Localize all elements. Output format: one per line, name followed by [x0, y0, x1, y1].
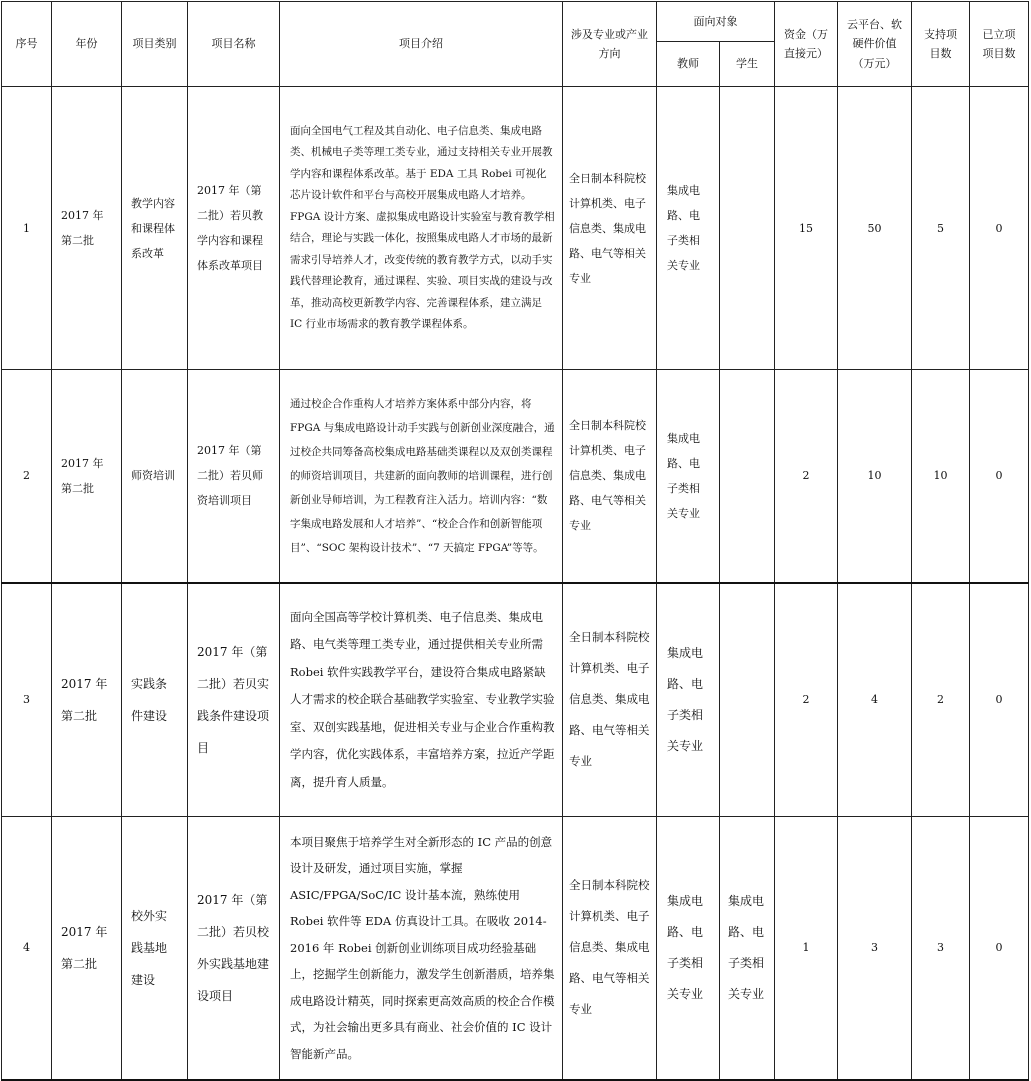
table-row: [2, 817, 1029, 1080]
cell-established: 0: [970, 370, 1029, 583]
cell-year: 2017 年第二批: [52, 583, 122, 817]
cell-major: 全日制本科院校计算机类、电子信息类、集成电路、电气等相关专业: [563, 583, 657, 817]
header-audience: 面向对象: [657, 2, 775, 42]
cell-year: 2017 年第二批: [52, 370, 122, 583]
header-student: 学生: [720, 42, 775, 87]
cell-established: 0: [970, 87, 1029, 370]
cell-support: 3: [912, 817, 970, 1080]
cell-established: 0: [970, 583, 1029, 817]
cell-teacher: 集成电路、电子类相关专业: [657, 370, 720, 583]
cell-category: 师资培训: [122, 370, 188, 583]
cell-name: 2017 年（第二批）若贝教学内容和课程体系改革项目: [188, 87, 280, 370]
cell-seq: 3: [2, 583, 52, 817]
cell-category: 实践条件建设: [122, 583, 188, 817]
cell-platform: 4: [838, 583, 912, 817]
cell-support: 5: [912, 87, 970, 370]
header-name: 项目名称: [188, 2, 280, 87]
cell-intro: 本项目聚焦于培养学生对全新形态的 IC 产品的创意设计及研发，通过项目实施，掌握 ASIC/FPGA/SoC/IC 设计基本流，熟练使用 Robei 软件等 EDA 仿真设计工具。在吸收 2014-2016 年 Robei 创新创业训练项目成功经验基础上，挖掘学生创新能力，激发学生创新潜质，培养集成电路设计精英，同时探索更高效高质的校企合作模式，为社会输出更多具有商业、社会价值的 IC 设计智能新产品。: [280, 817, 563, 1080]
cell-funds: 2: [775, 583, 838, 817]
cell-intro: 面向全国高等学校计算机类、电子信息类、集成电路、电气类等理工类专业，通过提供相关专业所需 Robei 软件实践教学平台，建设符合集成电路紧缺人才需求的校企联合基础教学实验室、专业教学实验室、双创实践基地，促进相关专业与企业合作重构教学内容，优化实践体系，丰富培养方案，拉近产学距离，提升育人质量。: [280, 583, 563, 817]
table-row: [2, 87, 1029, 370]
cell-funds: 2: [775, 370, 838, 583]
cell-student: [720, 583, 775, 817]
cell-platform: 10: [838, 370, 912, 583]
cell-year: 2017 年第二批: [52, 87, 122, 370]
header-category: 项目类别: [122, 2, 188, 87]
cell-student: [720, 370, 775, 583]
cell-platform: 3: [838, 817, 912, 1080]
cell-category: 教学内容和课程体系改革: [122, 87, 188, 370]
cell-funds: 1: [775, 817, 838, 1080]
cell-established: 0: [970, 817, 1029, 1080]
cell-major: 全日制本科院校计算机类、电子信息类、集成电路、电气等相关专业: [563, 87, 657, 370]
cell-intro: 通过校企合作重构人才培养方案体系中部分内容，将 FPGA 与集成电路设计动手实践与创新创业深度融合，通过校企共同筹备高校集成电路基础类课程以及双创类课程的师资培训项目，共建新的面向教师的培训课程，进行创新创业导师培训，为工程教育注入活力。培训内容：“数字集成电路发展和人才培养”、“校企合作和创新智能项目”、“SOC 架构设计技术”、“7 天搞定 FPGA”等等。: [280, 370, 563, 583]
cell-student: [720, 87, 775, 370]
cell-category: 校外实践基地建设: [122, 817, 188, 1080]
header-year: 年份: [52, 2, 122, 87]
cell-student: 集成电路、电子类相关专业: [720, 817, 775, 1080]
header-row-1: [2, 2, 1029, 42]
cell-name: 2017 年（第二批）若贝实践条件建设项目: [188, 583, 280, 817]
cell-intro: 面向全国电气工程及其自动化、电子信息类、集成电路类、机械电子类等理工类专业，通过支持相关专业开展教学内容和课程体系改革。基于 EDA 工具 Robei 可视化芯片设计软件和平台与高校开展集成电路人才培养。FPGA 设计方案、虚拟集成电路设计实验室与教育教学相结合，理论与实践一体化，按照集成电路人才市场的最新需求引导培养人才，改变传统的教育教学方式，以动手实践代替理论教育，通过课程、实验、项目实战的建设与改革，推动高校更新教学内容、完善课程体系，建立满足 IC 行业市场需求的教育教学课程体系。: [280, 87, 563, 370]
cell-support: 10: [912, 370, 970, 583]
cell-major: 全日制本科院校计算机类、电子信息类、集成电路、电气等相关专业: [563, 817, 657, 1080]
header-teacher: 教师: [657, 42, 720, 87]
cell-platform: 50: [838, 87, 912, 370]
header-seq: 序号: [2, 2, 52, 87]
header-established: 已立项项目数: [970, 2, 1029, 87]
header-support: 支持项目数: [912, 2, 970, 87]
table-row: [2, 583, 1029, 817]
cell-teacher: 集成电路、电子类相关专业: [657, 583, 720, 817]
project-table: [1, 1, 1029, 1081]
cell-name: 2017 年（第二批）若贝校外实践基地建设项目: [188, 817, 280, 1080]
cell-major: 全日制本科院校计算机类、电子信息类、集成电路、电气等相关专业: [563, 370, 657, 583]
cell-seq: 4: [2, 817, 52, 1080]
cell-support: 2: [912, 583, 970, 817]
cell-funds: 15: [775, 87, 838, 370]
cell-teacher: 集成电路、电子类相关专业: [657, 87, 720, 370]
header-funds: 资金（万直接元）: [775, 2, 838, 87]
cell-seq: 2: [2, 370, 52, 583]
header-major: 涉及专业或产业方向: [563, 2, 657, 87]
cell-teacher: 集成电路、电子类相关专业: [657, 817, 720, 1080]
table-row: [2, 370, 1029, 583]
cell-seq: 1: [2, 87, 52, 370]
header-platform: 云平台、软硬件价值（万元）: [838, 2, 912, 87]
cell-name: 2017 年（第二批）若贝师资培训项目: [188, 370, 280, 583]
header-intro: 项目介绍: [280, 2, 563, 87]
cell-year: 2017 年第二批: [52, 817, 122, 1080]
